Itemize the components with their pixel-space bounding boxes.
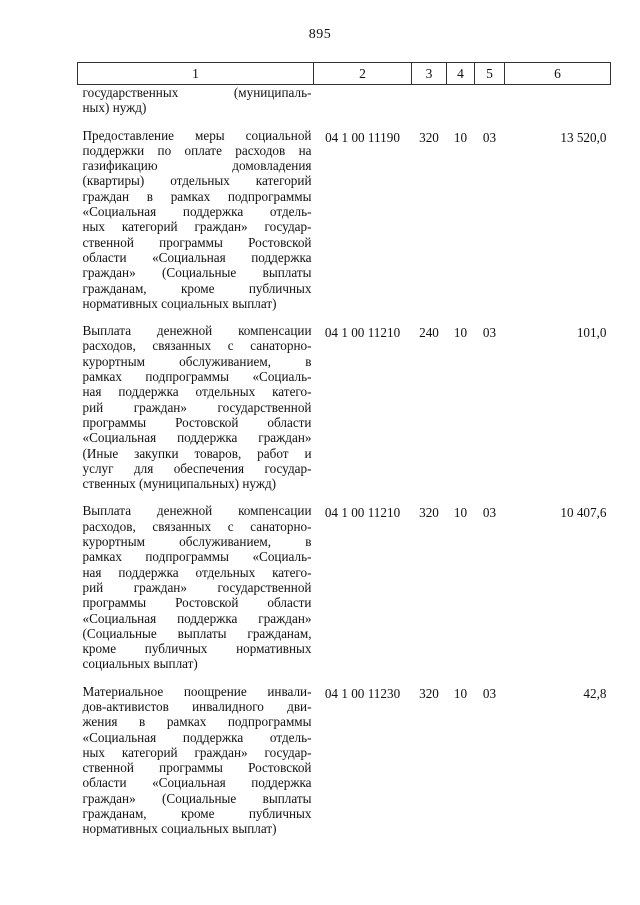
- description-line: «Социальная поддержка отдель-: [82, 729, 312, 745]
- description-line: нормативных социальных выплат): [82, 295, 277, 311]
- description-line: Материальное поощрение инвали-: [82, 683, 312, 699]
- description-line: ных категорий граждан» государ-: [82, 744, 312, 760]
- table-body: [78, 85, 611, 849]
- amount-value: 13 520,0: [560, 129, 607, 145]
- subsection-code: 03: [482, 505, 497, 521]
- budget-table: [77, 62, 611, 849]
- description-line: жения в рамках подпрограммы: [82, 714, 312, 730]
- description-line: (Социальные выплаты гражданам,: [82, 625, 312, 641]
- description-line: программы Ростовской области: [82, 414, 312, 430]
- header-col-3: 3: [412, 63, 447, 85]
- continuation-text: [78, 85, 314, 128]
- description-line: кроме публичных нормативных: [82, 641, 312, 657]
- description-line: граждан в рамках подпрограммы: [82, 188, 312, 204]
- description-line: газификацию домовладения: [82, 158, 312, 174]
- target-article-code: 04 1 00 11210: [324, 505, 401, 521]
- description-line: рий граждан» государственной: [82, 399, 312, 415]
- table-header-row: [78, 63, 611, 85]
- description-line: поддержки по оплате расходов на: [82, 142, 312, 158]
- description-line: граждан» (Социальные выплаты: [82, 265, 312, 281]
- description-line: ственных (муниципальных) нужд): [82, 476, 277, 492]
- continuation-line: государственных (муниципаль-: [82, 85, 312, 100]
- continuation-row: [78, 85, 611, 128]
- header-col-1: 1: [78, 63, 314, 85]
- header-col-5: 5: [475, 63, 505, 85]
- page-number: 895: [308, 27, 332, 42]
- description-line: области «Социальная поддержка: [82, 249, 312, 265]
- description-line: гражданам, кроме публичных: [82, 280, 312, 296]
- continuation-line: ных) нужд): [82, 100, 147, 116]
- amount-value: 101,0: [576, 325, 607, 341]
- description-line: программы Ростовской области: [82, 595, 312, 611]
- description-line: рамках подпрограммы «Социаль-: [82, 369, 312, 385]
- description-line: расходов, связанных с санаторно-: [82, 518, 312, 534]
- description-line: расходов, связанных с санаторно-: [82, 338, 312, 354]
- section-code: 10: [453, 129, 468, 145]
- description-line: области «Социальная поддержка: [82, 775, 312, 791]
- row-description: [78, 128, 314, 324]
- description-line: рий граждан» государственной: [82, 579, 312, 595]
- description-line: курортным обслуживанием, в: [82, 534, 312, 550]
- subsection-code: 03: [482, 685, 497, 701]
- description-line: «Социальная поддержка отдель-: [82, 204, 312, 220]
- subsection-code: 03: [482, 129, 497, 145]
- amount-value: 42,8: [583, 685, 607, 701]
- description-line: услуг для обеспечения государ-: [82, 460, 312, 476]
- description-line: Выплата денежной компенсации: [82, 323, 312, 339]
- target-article-code: 04 1 00 11230: [324, 685, 401, 701]
- description-line: гражданам, кроме публичных: [82, 806, 312, 822]
- header-col-2: 2: [314, 63, 412, 85]
- description-line: ственной программы Ростовской: [82, 760, 312, 776]
- description-line: граждан» (Социальные выплаты: [82, 790, 312, 806]
- description-line: ных категорий граждан» государ-: [82, 219, 312, 235]
- expense-type-code: 320: [419, 685, 439, 701]
- description-line: ная поддержка отдельных катего-: [82, 384, 312, 400]
- target-article-code: 04 1 00 11210: [324, 325, 401, 341]
- description-line: «Социальная поддержка граждан»: [82, 610, 312, 626]
- expense-type-code: 320: [419, 505, 439, 521]
- subsection-code: 03: [482, 325, 497, 341]
- section-code: 10: [453, 325, 468, 341]
- description-line: курортным обслуживанием, в: [82, 353, 312, 369]
- header-col-4: 4: [447, 63, 475, 85]
- table-row: [78, 503, 611, 683]
- table-row: [78, 684, 611, 849]
- row-description: [78, 684, 314, 849]
- header-col-6: 6: [505, 63, 611, 85]
- table-row: [78, 128, 611, 324]
- description-line: «Социальная поддержка граждан»: [82, 430, 312, 446]
- section-code: 10: [453, 505, 468, 521]
- row-description: [78, 323, 314, 503]
- description-line: ственной программы Ростовской: [82, 234, 312, 250]
- section-code: 10: [453, 685, 468, 701]
- description-line: социальных выплат): [82, 656, 198, 672]
- table-row: [78, 323, 611, 503]
- description-line: дов-активистов инвалидного дви-: [82, 698, 312, 714]
- description-line: (квартиры) отдельных категорий: [82, 173, 312, 189]
- description-line: Выплата денежной компенсации: [82, 503, 312, 519]
- expense-type-code: 320: [419, 129, 439, 145]
- description-line: нормативных социальных выплат): [82, 821, 277, 837]
- expense-type-code: 240: [419, 325, 439, 341]
- target-article-code: 04 1 00 11190: [325, 129, 400, 145]
- description-line: (Иные закупки товаров, работ и: [82, 445, 312, 461]
- description-line: рамках подпрограммы «Социаль-: [82, 549, 312, 565]
- row-description: [78, 503, 314, 683]
- amount-value: 10 407,6: [560, 505, 607, 521]
- description-line: ная поддержка отдельных катего-: [82, 564, 312, 580]
- description-line: Предоставление меры социальной: [82, 127, 312, 143]
